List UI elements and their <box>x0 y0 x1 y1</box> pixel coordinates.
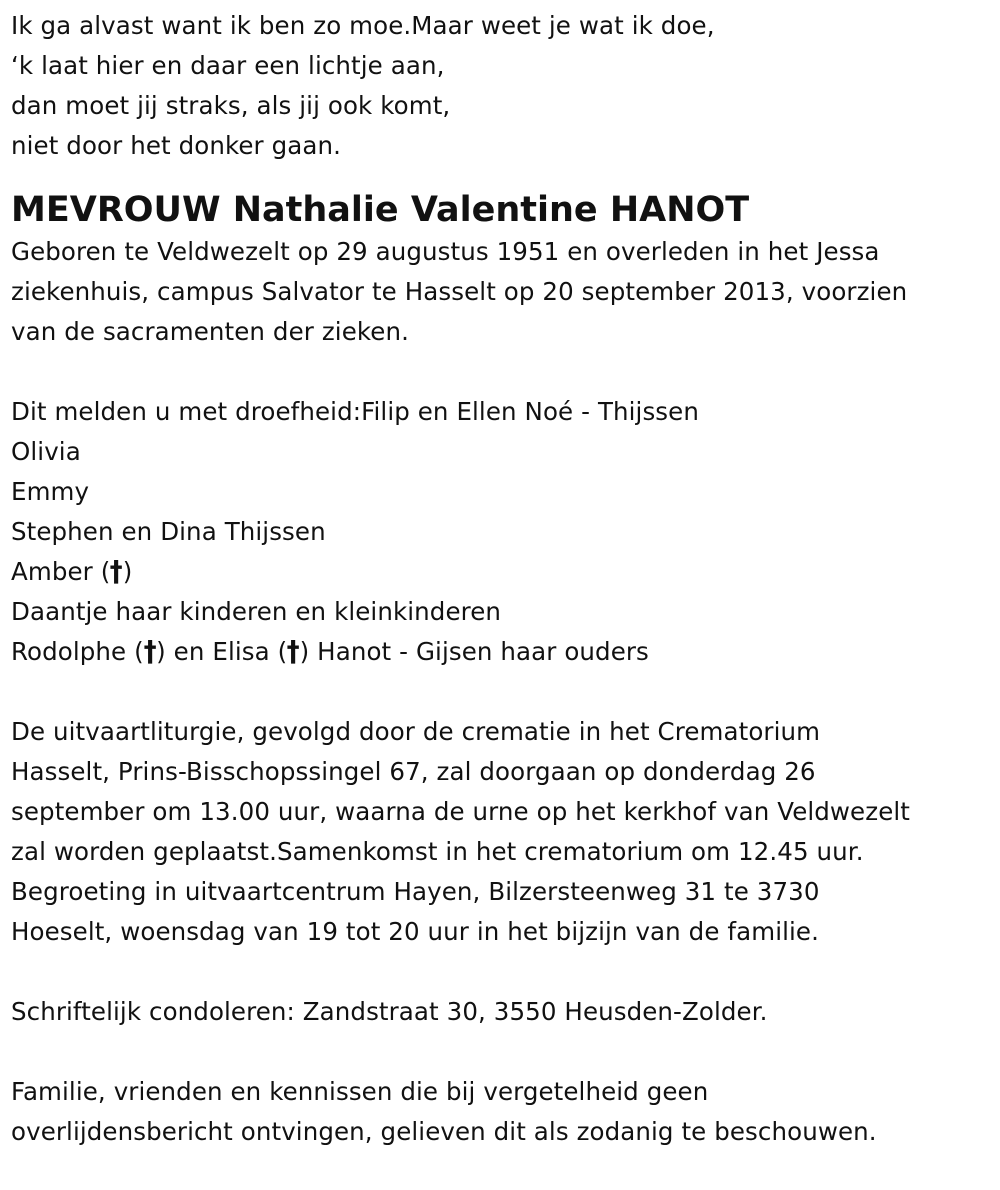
parents-part-c: ) Hanot - Gijsen haar ouders <box>299 637 649 666</box>
parents-part-a: Rodolphe ( <box>11 637 144 666</box>
poem-line: niet door het donker gaan. <box>11 131 342 160</box>
intro-line: Geboren te Veldwezelt op 29 augustus 1951 en overleden in het Jessa <box>11 237 880 266</box>
family-line: Dit melden u met droefheid:Filip en Ellen Noé - Thijssen <box>11 397 699 426</box>
intro-line: ziekenhuis, campus Salvator te Hasselt op 20 september 2013, voorzien <box>11 277 908 306</box>
ceremony-line: Begroeting in uitvaartcentrum Hayen, Bilzersteenweg 31 te 3730 <box>11 877 820 906</box>
family-list <box>11 392 1000 672</box>
family-line-parents <box>11 632 1000 672</box>
spacer <box>11 1032 1000 1072</box>
cross-icon: † <box>286 634 300 669</box>
condolences-paragraph <box>11 992 1000 1032</box>
amber-name: Amber ( <box>11 557 111 586</box>
family-line: Daantje haar kinderen en kleinkinderen <box>11 597 502 626</box>
parents-part-b: ) en Elisa ( <box>156 637 288 666</box>
cross-icon: † <box>110 554 124 589</box>
deceased-name-title: MEVROUW Nathalie Valentine HANOT <box>11 190 750 230</box>
ceremony-line: Hasselt, Prins-Bisschopssingel 67, zal doorgaan op donderdag 26 <box>11 757 816 786</box>
poem-line: dan moet jij straks, als jij ook komt, <box>11 91 451 120</box>
ceremony-line: Hoeselt, woensdag van 19 tot 20 uur in het bijzijn van de familie. <box>11 917 819 946</box>
ceremony-line: zal worden geplaatst.Samenkomst in het crematorium om 12.45 uur. <box>11 837 864 866</box>
amber-close: ) <box>122 557 133 586</box>
poem <box>11 6 1000 166</box>
family-line: Olivia <box>11 437 81 466</box>
spacer <box>11 952 1000 992</box>
spacer <box>11 672 1000 712</box>
intro-paragraph <box>11 232 1000 352</box>
family-line: Emmy <box>11 477 90 506</box>
family-line-amber <box>11 552 1000 592</box>
cross-icon: † <box>143 634 157 669</box>
condolences-line: Schriftelijk condoleren: Zandstraat 30, 3550 Heusden-Zolder. <box>11 997 768 1026</box>
family-line: Stephen en Dina Thijssen <box>11 517 326 546</box>
closing-paragraph <box>11 1072 1000 1152</box>
closing-line: Familie, vrienden en kennissen die bij vergetelheid geen <box>11 1077 709 1106</box>
closing-line: overlijdensbericht ontvingen, gelieven dit als zodanig te beschouwen. <box>11 1117 877 1146</box>
ceremony-paragraph <box>11 712 1000 952</box>
poem-line: ‘k laat hier en daar een lichtje aan, <box>11 51 445 80</box>
spacer <box>11 352 1000 392</box>
ceremony-line: De uitvaartliturgie, gevolgd door de crematie in het Crematorium <box>11 717 821 746</box>
poem-line: Ik ga alvast want ik ben zo moe.Maar weet je wat ik doe, <box>11 11 715 40</box>
ceremony-line: september om 13.00 uur, waarna de urne op het kerkhof van Veldwezelt <box>11 797 910 826</box>
intro-line: van de sacramenten der zieken. <box>11 317 409 346</box>
